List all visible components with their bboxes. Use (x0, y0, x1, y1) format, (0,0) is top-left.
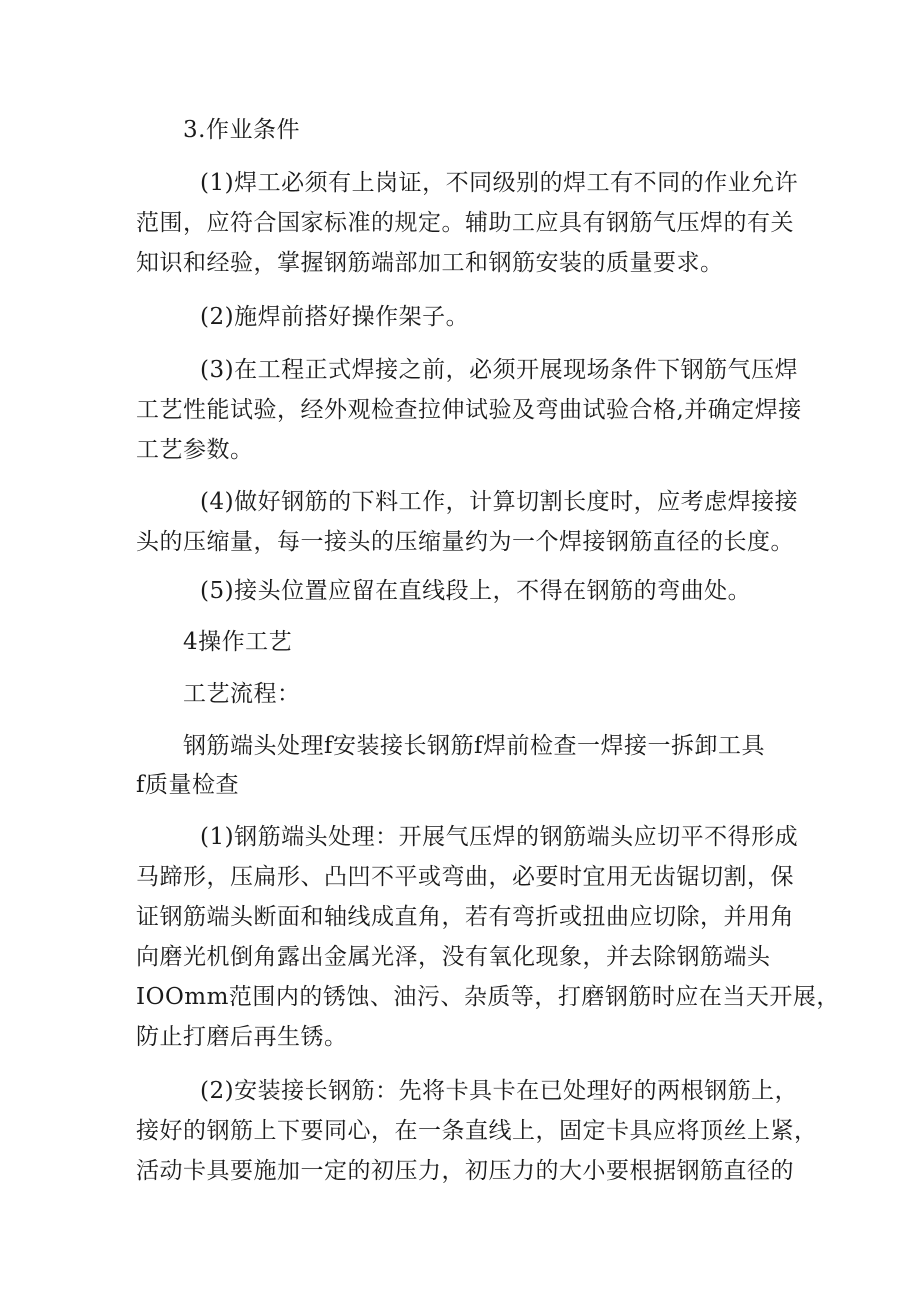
step-1-line-5: IOOmm范围内的锈蚀、油污、杂质等，打磨钢筋时应在当天开展， (136, 984, 840, 1010)
process-label: 工艺流程： (183, 681, 301, 707)
item-5-line-1: (5)接头位置应留在直线段上，不得在钢筋的弯曲处。 (200, 578, 752, 604)
process-flow-line-1: 钢筋端头处理f安装接长钢筋f焊前检查一焊接一拆卸工具 (183, 733, 766, 759)
item-3-line-3: 工艺参数。 (136, 437, 254, 463)
item-3-line-1: (3)在工程正式焊接之前，必须开展现场条件下钢筋气压焊 (200, 357, 799, 383)
step-2-line-1: (2)安装接长钢筋：先将卡具卡在已处理好的两根钢筋上， (200, 1078, 799, 1104)
section-3-heading: 3.作业条件 (183, 117, 300, 143)
item-2-line-1: (2)施焊前搭好操作架子。 (200, 304, 470, 330)
step-1-line-4: 向磨光机倒角露出金属光泽，没有氧化现象，并去除钢筋端头 (136, 944, 771, 970)
step-1-line-2: 马蹄形，压扁形、凸凹不平或弯曲，必要时宜用无齿锯切割，保 (136, 864, 794, 890)
item-1-line-2: 范围，应符合国家标准的规定。辅助工应具有钢筋气压焊的有关 (136, 210, 794, 236)
item-1-line-1: (1)焊工必须有上岗证，不同级别的焊工有不同的作业允许 (200, 170, 799, 196)
section-4-heading: 4操作工艺 (183, 629, 293, 655)
item-1-line-3: 知识和经验，掌握钢筋端部加工和钢筋安装的质量要求。 (136, 250, 724, 276)
item-4-line-2: 头的压缩量，每一接头的压缩量约为一个焊接钢筋直径的长度。 (136, 529, 794, 555)
step-1-line-3: 证钢筋端头断面和轴线成直角，若有弯折或扭曲应切除，并用角 (136, 904, 794, 930)
step-2-line-3: 活动卡具要施加一定的初压力，初压力的大小要根据钢筋直径的 (136, 1158, 794, 1184)
step-1-line-6: 防止打磨后再生锈。 (136, 1024, 348, 1050)
item-3-line-2: 工艺性能试验，经外观检查拉伸试验及弯曲试验合格,并确定焊接 (136, 397, 802, 423)
step-1-line-1: (1)钢筋端头处理：开展气压焊的钢筋端头应切平不得形成 (200, 824, 799, 850)
process-flow-line-2: f质量检查 (136, 772, 240, 798)
item-4-line-1: (4)做好钢筋的下料工作，计算切割长度时，应考虑焊接接 (200, 489, 799, 515)
step-2-line-2: 接好的钢筋上下要同心，在一条直线上，固定卡具应将顶丝上紧， (136, 1118, 818, 1144)
